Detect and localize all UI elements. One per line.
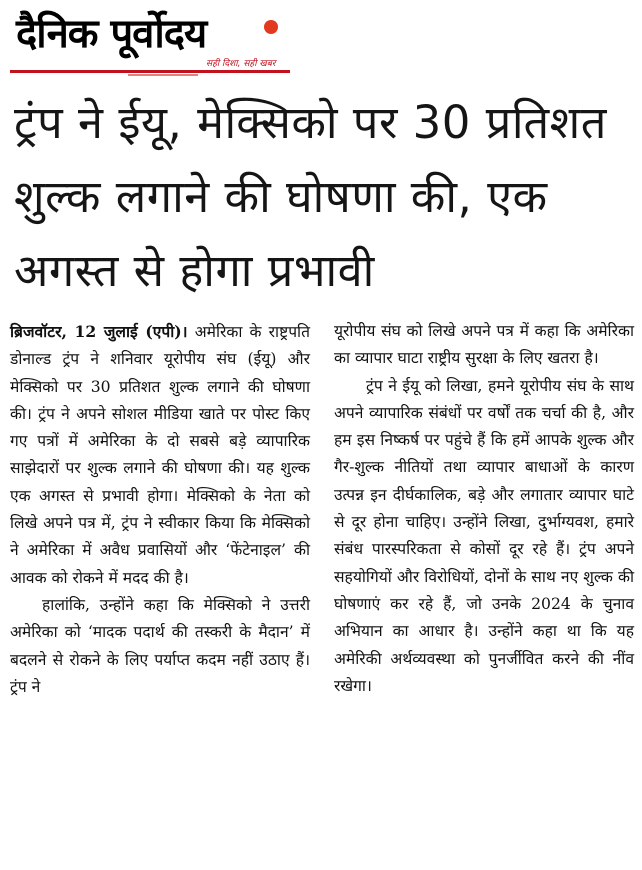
article-headline: ट्रंप ने ईयू, मेक्सिको पर 30 प्रतिशत शुल्क लगाने की घोषणा की, एक अगस्त से होगा प्रभावी — [14, 96, 607, 297]
article-column-left — [10, 318, 310, 701]
newspaper-logo: दैनिक पूर्वोदय — [16, 11, 207, 57]
tagline: सही दिशा, सही खबर — [206, 59, 276, 69]
article-column-right — [334, 318, 634, 700]
logo-dot-icon — [264, 20, 278, 34]
paragraph-text: अमेरिका के राष्ट्रपति डोनाल्ड ट्रंप ने शनिवार यूरोपीय संघ (ईयू) और मेक्सिको पर 30 प्रतिशत शुल्क लगाने की घोषणा की। ट्रंप ने अपने सोशल मीडिया खाते पर पोस्ट किए गए पत्रों में अमेरिका के दो सबसे बड़े व्यापारिक साझेदारों पर शुल्क लगाने की घोषणा की। यह शुल्क एक अगस्त से प्रभावी होगा। मेक्सिको के नेता को लिखे अपने पत्र में, ट्रंप ने स्वीकार किया कि मेक्सिको ने अमेरिका में अवैध प्रवासियों और ‘फेंटेनाइल’ की आवक को रोकने में मदद की है। — [10, 323, 310, 587]
masthead — [10, 6, 290, 72]
article-paragraph: ट्रंप ने ईयू को लिखा, हमने यूरोपीय संघ के साथ अपने व्यापारिक संबंधों पर वर्षों तक चर्चा की है, और हम इस निष्कर्ष पर पहुंचे हैं कि हमें आपके शुल्क और गैर-शुल्क नीतियों तथा व्यापार बाधाओं के कारण उत्पन्न इन दीर्घकालिक, बड़े और लगातार व्यापार घाटे से दूर होना चाहिए। उन्होंने लिखा, दुर्भाग्यवश, हमारे संबंध पारस्परिकता से कोसों दूर रहे हैं। ट्रंप अपने सहयोगियों और विरोधियों, दोनों के साथ नए शुल्क की घोषणाएं कर रहे हैं, जो उनके 2024 के चुनाव अभियान का आधार है। उन्होंने कहा था कि यह अमेरिकी अर्थव्यवस्था को पुनर्जीवित करने की नींव रखेगा। — [334, 376, 634, 695]
dateline: ब्रिजवॉटर, 12 जुलाई (एपी)। — [10, 322, 188, 341]
article-paragraph — [10, 318, 310, 592]
masthead-divider — [10, 70, 290, 73]
article-paragraph: हालांकि, उन्होंने कहा कि मेक्सिको ने उत्तरी अमेरिका को ‘मादक पदार्थ की तस्करी के मैदान’ में बदलने से रोकने के लिए पर्याप्त कदम नहीं उठाए हैं। ट्रंप ने — [10, 595, 310, 696]
masthead-subrule — [128, 74, 198, 76]
article-paragraph: यूरोपीय संघ को लिखे अपने पत्र में कहा कि अमेरिका का व्यापार घाटा राष्ट्रीय सुरक्षा के लिए खतरा है। — [334, 322, 634, 368]
